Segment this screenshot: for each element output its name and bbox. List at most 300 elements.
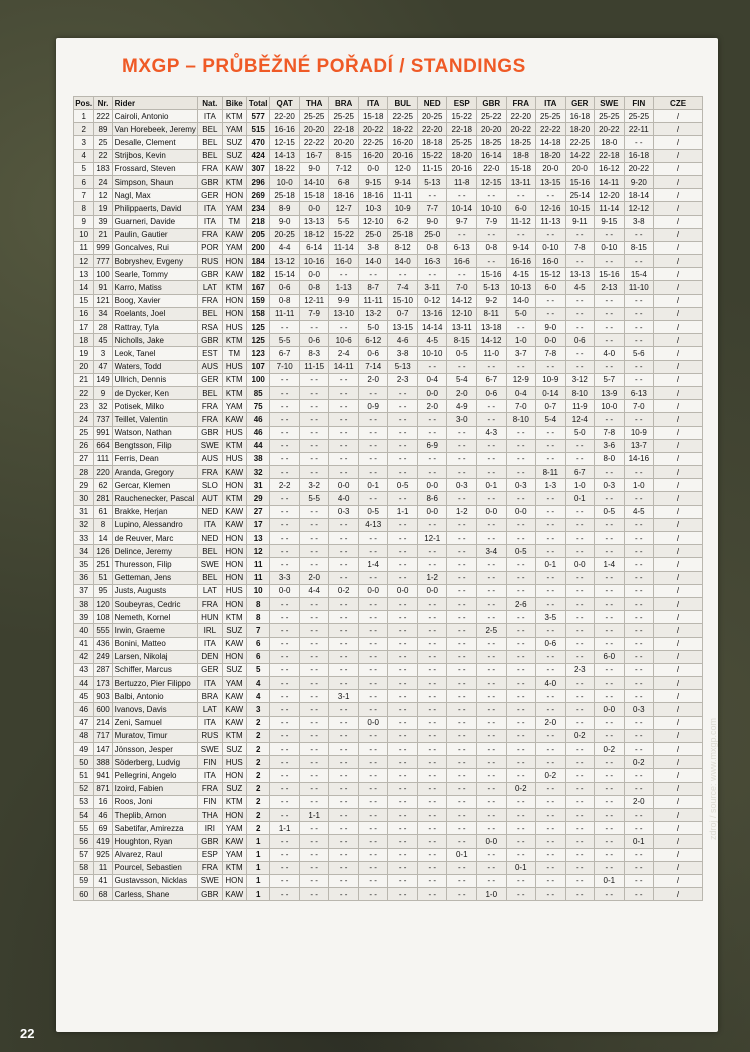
table-cell: - - [624, 848, 654, 861]
table-cell: - - [358, 386, 388, 399]
table-cell: 8-7 [358, 281, 388, 294]
table-cell: - - [417, 743, 447, 756]
table-cell: - - [565, 874, 595, 887]
table-cell: - - [388, 822, 418, 835]
table-cell: 0-12 [417, 294, 447, 307]
table-cell: 0-7 [536, 400, 566, 413]
table-cell: - - [270, 861, 300, 874]
table-cell: 4-5 [417, 334, 447, 347]
table-cell: 35 [74, 558, 94, 571]
table-cell: - - [329, 874, 359, 887]
table-cell: - - [417, 690, 447, 703]
table-cell: ITA [198, 677, 222, 690]
table-cell: 1-0 [506, 334, 536, 347]
table-cell: - - [329, 650, 359, 663]
table-cell: - - [506, 584, 536, 597]
table-cell: - - [536, 532, 566, 545]
table-cell: - - [477, 874, 507, 887]
table-cell: 2 [246, 743, 269, 756]
table-cell: - - [624, 466, 654, 479]
table-cell: HUS [222, 756, 246, 769]
table-cell: / [654, 123, 703, 136]
table-cell: 111 [94, 452, 112, 465]
table-cell: - - [358, 650, 388, 663]
table-cell: 0-4 [417, 373, 447, 386]
table-row [74, 400, 703, 413]
table-cell: 22-22 [536, 123, 566, 136]
table-cell: ITA [198, 637, 222, 650]
table-cell: - - [595, 597, 625, 610]
table-cell: - - [388, 439, 418, 452]
table-cell: 7-14 [358, 360, 388, 373]
table-cell: - - [329, 426, 359, 439]
table-cell: 0-0 [565, 558, 595, 571]
table-cell: - - [595, 624, 625, 637]
table-cell: 10-9 [388, 202, 418, 215]
table-cell: - - [565, 822, 595, 835]
table-cell: 41 [74, 637, 94, 650]
table-cell: FRA [198, 413, 222, 426]
table-cell: / [654, 624, 703, 637]
table-cell: - - [447, 756, 477, 769]
table-cell: Simpson, Shaun [112, 175, 197, 188]
table-cell: 28 [94, 321, 112, 334]
table-cell: 14 [74, 281, 94, 294]
table-cell: - - [270, 558, 300, 571]
table-cell: 22-25 [358, 136, 388, 149]
table-cell: 10 [246, 584, 269, 597]
table-cell: - - [270, 729, 300, 742]
table-cell: AUS [198, 360, 222, 373]
table-cell: Guarneri, Davide [112, 215, 197, 228]
table-cell: - - [565, 294, 595, 307]
table-cell: 10-10 [417, 347, 447, 360]
table-cell: 10-0 [270, 175, 300, 188]
table-cell: 2-3 [388, 373, 418, 386]
table-cell: YAM [222, 123, 246, 136]
table-cell: - - [358, 545, 388, 558]
table-cell: - - [447, 532, 477, 545]
table-cell: 4-15 [506, 268, 536, 281]
table-cell: - - [270, 888, 300, 901]
table-cell: - - [477, 439, 507, 452]
table-cell: HON [222, 808, 246, 821]
table-cell: 20-20 [477, 123, 507, 136]
table-cell: BEL [198, 571, 222, 584]
table-cell: 60 [74, 888, 94, 901]
table-cell: Zeni, Samuel [112, 716, 197, 729]
table-cell: - - [388, 637, 418, 650]
table-cell: 14-12 [477, 334, 507, 347]
table-cell: 7 [74, 189, 94, 202]
table-cell: LAT [198, 703, 222, 716]
table-cell: 2-0 [536, 716, 566, 729]
table-cell: 7-8 [536, 347, 566, 360]
table-cell: 2-4 [329, 347, 359, 360]
table-cell: KAW [222, 716, 246, 729]
table-cell: - - [329, 756, 359, 769]
column-header: GBR [477, 97, 507, 110]
table-cell: - - [388, 888, 418, 901]
table-cell: - - [299, 518, 329, 531]
table-row [74, 202, 703, 215]
table-cell: 183 [94, 162, 112, 175]
table-cell: 12-7 [329, 202, 359, 215]
table-cell: - - [447, 769, 477, 782]
table-cell: 200 [246, 241, 269, 254]
table-row [74, 215, 703, 228]
table-cell: 8 [94, 518, 112, 531]
table-cell: / [654, 386, 703, 399]
table-cell: - - [477, 795, 507, 808]
table-cell: 32 [74, 518, 94, 531]
table-cell: 8-0 [595, 452, 625, 465]
table-cell: 15-16 [477, 268, 507, 281]
table-cell: 44 [74, 677, 94, 690]
table-cell: - - [506, 466, 536, 479]
table-cell: 0-0 [417, 584, 447, 597]
table-cell: Watson, Nathan [112, 426, 197, 439]
table-cell: - - [447, 558, 477, 571]
table-cell: 22-20 [506, 110, 536, 123]
table-cell: ITA [198, 110, 222, 123]
table-cell: - - [417, 835, 447, 848]
table-cell: - - [477, 413, 507, 426]
table-cell: KTM [222, 175, 246, 188]
table-cell: FRA [198, 228, 222, 241]
table-cell: 8-9 [270, 202, 300, 215]
table-cell: - - [536, 505, 566, 518]
table-row [74, 189, 703, 202]
table-cell: 149 [94, 373, 112, 386]
table-cell: 0-1 [565, 492, 595, 505]
table-cell: - - [417, 597, 447, 610]
table-cell: - - [329, 848, 359, 861]
table-cell: 0-6 [358, 347, 388, 360]
table-cell: - - [506, 835, 536, 848]
table-cell: - - [595, 888, 625, 901]
table-row [74, 545, 703, 558]
table-cell: - - [565, 888, 595, 901]
table-cell: - - [595, 822, 625, 835]
table-cell: / [654, 439, 703, 452]
table-cell: 51 [94, 571, 112, 584]
table-cell: - - [417, 769, 447, 782]
table-cell: 13-10 [329, 307, 359, 320]
table-cell: 11-10 [624, 281, 654, 294]
table-cell: 2-13 [595, 281, 625, 294]
table-cell: - - [506, 716, 536, 729]
table-cell: - - [506, 492, 536, 505]
table-cell: - - [536, 888, 566, 901]
table-cell: 19 [74, 347, 94, 360]
table-cell: 42 [74, 650, 94, 663]
table-cell: Ferris, Dean [112, 452, 197, 465]
table-cell: - - [417, 466, 447, 479]
table-cell: 8-15 [329, 149, 359, 162]
table-cell: 22-18 [329, 123, 359, 136]
table-cell: 25-22 [477, 110, 507, 123]
table-cell: - - [506, 650, 536, 663]
table-cell: - - [595, 334, 625, 347]
table-cell: - - [388, 492, 418, 505]
table-cell: 0-2 [506, 782, 536, 795]
table-cell: - - [388, 848, 418, 861]
table-cell: 5 [246, 663, 269, 676]
table-row [74, 241, 703, 254]
table-cell: - - [565, 321, 595, 334]
table-cell: - - [624, 808, 654, 821]
table-cell: - - [447, 729, 477, 742]
table-cell: 25 [74, 426, 94, 439]
table-cell: 13-13 [565, 268, 595, 281]
table-cell: - - [270, 835, 300, 848]
table-cell: 14-16 [624, 452, 654, 465]
table-cell: - - [417, 452, 447, 465]
table-cell: - - [506, 360, 536, 373]
table-cell: 717 [94, 729, 112, 742]
table-cell: - - [358, 782, 388, 795]
table-cell: / [654, 571, 703, 584]
table-cell: / [654, 149, 703, 162]
table-cell: 1 [246, 861, 269, 874]
table-cell: 158 [246, 307, 269, 320]
table-cell: 7-9 [477, 215, 507, 228]
table-cell: - - [417, 663, 447, 676]
table-cell: - - [565, 624, 595, 637]
table-row [74, 439, 703, 452]
table-cell: 8 [246, 597, 269, 610]
table-cell: 0-0 [477, 835, 507, 848]
table-cell: 15-18 [506, 162, 536, 175]
table-cell: BEL [198, 136, 222, 149]
table-cell: - - [388, 518, 418, 531]
table-cell: 0-1 [595, 874, 625, 887]
table-cell: 9-11 [565, 215, 595, 228]
table-cell: - - [329, 400, 359, 413]
table-cell: - - [270, 795, 300, 808]
table-row [74, 373, 703, 386]
table-cell: / [654, 136, 703, 149]
table-cell: 16-20 [358, 149, 388, 162]
table-cell: - - [565, 439, 595, 452]
table-cell: - - [388, 703, 418, 716]
table-cell: KAW [222, 518, 246, 531]
table-cell: - - [299, 782, 329, 795]
table-cell: - - [417, 650, 447, 663]
table-cell: Izoird, Fabien [112, 782, 197, 795]
table-cell: - - [536, 663, 566, 676]
table-cell: / [654, 347, 703, 360]
table-cell: - - [388, 861, 418, 874]
table-cell: YAM [222, 848, 246, 861]
table-cell: 2 [246, 795, 269, 808]
table-cell: Jönsson, Jesper [112, 743, 197, 756]
table-cell: - - [329, 637, 359, 650]
table-row [74, 677, 703, 690]
table-cell: 0-2 [624, 756, 654, 769]
table-cell: - - [299, 400, 329, 413]
table-cell: - - [329, 729, 359, 742]
table-cell: - - [299, 861, 329, 874]
table-cell: 20-20 [329, 136, 359, 149]
table-cell: - - [565, 611, 595, 624]
table-cell: 31 [74, 505, 94, 518]
table-row [74, 532, 703, 545]
table-cell: - - [329, 611, 359, 624]
table-cell: - - [536, 808, 566, 821]
table-cell: GER [198, 373, 222, 386]
table-row [74, 268, 703, 281]
table-cell: - - [447, 452, 477, 465]
table-cell: 4-5 [565, 281, 595, 294]
table-cell: - - [595, 835, 625, 848]
table-cell: 0-4 [506, 386, 536, 399]
table-cell: 12-9 [506, 373, 536, 386]
table-row [74, 123, 703, 136]
table-cell: - - [595, 571, 625, 584]
table-cell: 3-3 [270, 571, 300, 584]
table-cell: Larsen, Nikolaj [112, 650, 197, 663]
table-cell: 7-0 [447, 281, 477, 294]
table-cell: - - [595, 360, 625, 373]
table-cell: - - [388, 413, 418, 426]
table-cell: 20-20 [299, 123, 329, 136]
table-cell: 777 [94, 255, 112, 268]
table-cell: 4-0 [595, 347, 625, 360]
table-cell: 0-1 [624, 835, 654, 848]
table-cell: - - [417, 729, 447, 742]
table-row [74, 611, 703, 624]
table-cell: - - [299, 663, 329, 676]
table-cell: - - [506, 769, 536, 782]
table-cell: 18-25 [506, 136, 536, 149]
table-cell: BEL [198, 545, 222, 558]
table-cell: 18-8 [506, 149, 536, 162]
table-cell: - - [270, 413, 300, 426]
table-cell: HON [222, 294, 246, 307]
table-cell: 14-11 [595, 175, 625, 188]
table-cell: - - [447, 439, 477, 452]
table-cell: 18-14 [624, 189, 654, 202]
table-cell: / [654, 334, 703, 347]
table-cell: - - [477, 466, 507, 479]
table-cell: / [654, 677, 703, 690]
table-cell: 13-15 [536, 175, 566, 188]
table-cell: - - [477, 492, 507, 505]
table-cell: - - [565, 255, 595, 268]
table-cell: 22-25 [565, 136, 595, 149]
table-cell: - - [624, 677, 654, 690]
table-cell: - - [506, 756, 536, 769]
table-cell: 3 [94, 347, 112, 360]
table-cell: - - [477, 255, 507, 268]
table-cell: KAW [222, 637, 246, 650]
column-header: SWE [595, 97, 625, 110]
table-cell: 6-14 [299, 241, 329, 254]
table-cell: - - [388, 729, 418, 742]
table-cell: 25 [94, 136, 112, 149]
table-cell: - - [595, 716, 625, 729]
table-cell: 9-15 [358, 175, 388, 188]
table-cell: 184 [246, 255, 269, 268]
column-header: BRA [329, 97, 359, 110]
table-cell: - - [388, 426, 418, 439]
table-cell: 11 [74, 241, 94, 254]
table-cell: BEL [198, 386, 222, 399]
table-cell: 2 [246, 822, 269, 835]
table-cell: - - [447, 650, 477, 663]
table-cell: SWE [198, 439, 222, 452]
table-cell: 1 [246, 888, 269, 901]
table-cell: 11 [246, 558, 269, 571]
table-cell: 14-14 [417, 321, 447, 334]
table-cell: - - [358, 769, 388, 782]
table-cell: / [654, 360, 703, 373]
table-cell: - - [624, 584, 654, 597]
table-cell: 0-8 [417, 241, 447, 254]
table-cell: - - [358, 848, 388, 861]
table-cell: - - [506, 848, 536, 861]
table-cell: - - [565, 571, 595, 584]
table-cell: - - [270, 808, 300, 821]
table-cell: 54 [74, 808, 94, 821]
table-cell: POR [198, 241, 222, 254]
table-cell: - - [624, 558, 654, 571]
table-cell: - - [329, 743, 359, 756]
table-cell: - - [329, 677, 359, 690]
table-cell: - - [417, 189, 447, 202]
table-cell: / [654, 637, 703, 650]
table-row [74, 597, 703, 610]
table-cell: 4-0 [329, 492, 359, 505]
table-cell: 0-8 [299, 281, 329, 294]
table-cell: 22-18 [595, 149, 625, 162]
table-cell: 25-25 [624, 110, 654, 123]
table-row [74, 769, 703, 782]
table-cell: - - [417, 795, 447, 808]
table-cell: 0-5 [388, 479, 418, 492]
table-cell: 0-0 [477, 505, 507, 518]
table-cell: 3-6 [595, 439, 625, 452]
table-cell: 24 [74, 413, 94, 426]
table-cell: 17 [246, 518, 269, 531]
table-cell: FRA [198, 294, 222, 307]
table-cell: Gercar, Klemen [112, 479, 197, 492]
table-cell: 999 [94, 241, 112, 254]
table-cell: - - [506, 874, 536, 887]
table-cell: / [654, 307, 703, 320]
table-cell: SLO [198, 479, 222, 492]
table-cell: - - [417, 637, 447, 650]
table-cell: AUS [198, 452, 222, 465]
table-cell: 7-9 [299, 307, 329, 320]
table-cell: 7-0 [506, 400, 536, 413]
table-cell: - - [565, 518, 595, 531]
table-cell: 0-0 [358, 716, 388, 729]
table-cell: 10-16 [299, 255, 329, 268]
table-cell: 11 [246, 571, 269, 584]
table-cell: 123 [246, 347, 269, 360]
table-cell: 13 [246, 532, 269, 545]
table-cell: 0-5 [595, 505, 625, 518]
table-cell: - - [417, 782, 447, 795]
table-cell: 0-6 [536, 637, 566, 650]
table-cell: - - [624, 888, 654, 901]
table-cell: / [654, 518, 703, 531]
table-cell: / [654, 558, 703, 571]
table-cell: 1-0 [477, 888, 507, 901]
